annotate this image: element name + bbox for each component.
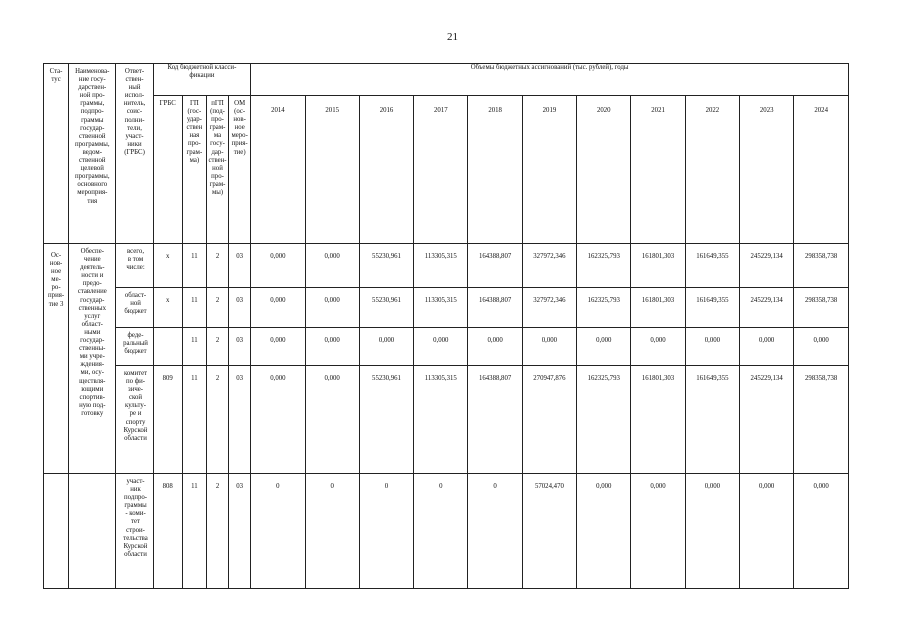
budget-table bbox=[43, 63, 849, 589]
row-value: 0,000 bbox=[414, 328, 468, 366]
row-responsible: участ- ник подпро- граммы - коми- тет строи- тельства Курской области bbox=[116, 474, 153, 589]
page-number: 21 bbox=[447, 31, 458, 43]
row-value: 162325,793 bbox=[577, 288, 631, 328]
row-value: 162325,793 bbox=[577, 244, 631, 288]
header-responsible: Ответ- ствен- ный испол- нитель, соис- полни- тели, участ- ники (ГРБС) bbox=[116, 64, 153, 244]
row-value: 327972,346 bbox=[522, 288, 576, 328]
row-value: 0,000 bbox=[305, 366, 359, 474]
row-value: 0,000 bbox=[740, 328, 794, 366]
header-om: ОМ (ос- нов- ное меро- прия- тие) bbox=[229, 96, 251, 244]
header-code-group: Код бюджетной класси- фикации bbox=[153, 64, 251, 96]
row-value: 298358,738 bbox=[794, 288, 849, 328]
header-status: Ста- тус bbox=[44, 64, 69, 244]
row-value: 0,000 bbox=[251, 288, 305, 328]
row-om: 03 bbox=[229, 244, 251, 288]
row-pgp: 2 bbox=[206, 474, 228, 589]
header-gp: ГП (гос- удар- ствен ная про- грам- ма) bbox=[182, 96, 206, 244]
header-year: 2023 bbox=[740, 96, 794, 244]
table-row bbox=[44, 288, 849, 328]
row-value: 113305,315 bbox=[414, 288, 468, 328]
row-grbs: 809 bbox=[153, 366, 182, 474]
header-year: 2017 bbox=[414, 96, 468, 244]
table-row bbox=[44, 366, 849, 474]
row-value: 55230,961 bbox=[359, 288, 413, 328]
row-value: 0 bbox=[468, 474, 522, 589]
row-value: 0,000 bbox=[522, 328, 576, 366]
row-value: 161649,355 bbox=[685, 244, 739, 288]
row-value: 0,000 bbox=[577, 474, 631, 589]
header-year: 2016 bbox=[359, 96, 413, 244]
row-value: 0,000 bbox=[305, 288, 359, 328]
row-pgp: 2 bbox=[206, 328, 228, 366]
row-value: 270947,876 bbox=[522, 366, 576, 474]
row-value: 164388,807 bbox=[468, 366, 522, 474]
row-value: 245229,134 bbox=[740, 244, 794, 288]
row-value: 0 bbox=[305, 474, 359, 589]
row-value: 0,000 bbox=[577, 328, 631, 366]
row-grbs: х bbox=[153, 244, 182, 288]
row-status-empty bbox=[44, 474, 69, 589]
row-gp: 11 bbox=[182, 244, 206, 288]
row-om: 03 bbox=[229, 366, 251, 474]
row-value: 113305,315 bbox=[414, 366, 468, 474]
row-value: 161649,355 bbox=[685, 288, 739, 328]
row-value: 0,000 bbox=[251, 328, 305, 366]
row-om: 03 bbox=[229, 328, 251, 366]
row-name: Обеспе- чение деятель- ности и предо- ставление государ- ственных услуг област- ными государ- ственны- ми учре- ждения- ми, осу- ществля- ющими спортив- ную под- готовку bbox=[69, 244, 116, 474]
row-pgp: 2 bbox=[206, 288, 228, 328]
row-grbs: 808 bbox=[153, 474, 182, 589]
table-row bbox=[44, 474, 849, 589]
row-value: 0,000 bbox=[305, 244, 359, 288]
row-value: 0,000 bbox=[740, 474, 794, 589]
row-value: 298358,738 bbox=[794, 366, 849, 474]
row-value: 164388,807 bbox=[468, 288, 522, 328]
row-value: 0,000 bbox=[631, 328, 685, 366]
row-value: 161801,303 bbox=[631, 288, 685, 328]
row-value: 0,000 bbox=[794, 328, 849, 366]
header-year: 2019 bbox=[522, 96, 576, 244]
header-grbs: ГРБС bbox=[153, 96, 182, 244]
header-year: 2015 bbox=[305, 96, 359, 244]
row-responsible: област- ной бюджет bbox=[116, 288, 153, 328]
row-value: 161801,303 bbox=[631, 366, 685, 474]
row-value: 55230,961 bbox=[359, 366, 413, 474]
row-grbs: х bbox=[153, 288, 182, 328]
row-pgp: 2 bbox=[206, 366, 228, 474]
row-value: 55230,961 bbox=[359, 244, 413, 288]
row-value: 162325,793 bbox=[577, 366, 631, 474]
row-value: 161801,303 bbox=[631, 244, 685, 288]
row-pgp: 2 bbox=[206, 244, 228, 288]
row-grbs bbox=[153, 328, 182, 366]
row-value: 57024,470 bbox=[522, 474, 576, 589]
row-value: 113305,315 bbox=[414, 244, 468, 288]
row-name-empty bbox=[69, 474, 116, 589]
row-value: 0,000 bbox=[468, 328, 522, 366]
row-value: 0,000 bbox=[305, 328, 359, 366]
row-value: 0,000 bbox=[685, 474, 739, 589]
header-year: 2014 bbox=[251, 96, 305, 244]
row-value: 164388,807 bbox=[468, 244, 522, 288]
table-row bbox=[44, 244, 849, 288]
header-year: 2022 bbox=[685, 96, 739, 244]
header-pgp: пГП (под- про- грам- ма госу- дар- ствен- ной про- грам- мы) bbox=[206, 96, 228, 244]
row-value: 245229,134 bbox=[740, 288, 794, 328]
row-value: 0 bbox=[414, 474, 468, 589]
row-value: 161649,355 bbox=[685, 366, 739, 474]
header-year: 2024 bbox=[794, 96, 849, 244]
table-row bbox=[44, 328, 849, 366]
row-value: 0,000 bbox=[685, 328, 739, 366]
header-year: 2020 bbox=[577, 96, 631, 244]
row-value: 245229,134 bbox=[740, 366, 794, 474]
row-value: 298358,738 bbox=[794, 244, 849, 288]
row-gp: 11 bbox=[182, 366, 206, 474]
row-gp: 11 bbox=[182, 288, 206, 328]
row-responsible: всего, в том числе: bbox=[116, 244, 153, 288]
header-year: 2021 bbox=[631, 96, 685, 244]
row-responsible: феде- ральный бюджет bbox=[116, 328, 153, 366]
row-value: 0 bbox=[359, 474, 413, 589]
row-value: 0,000 bbox=[794, 474, 849, 589]
row-responsible: комитет по фи- зиче- ской культу- ре и спорту Курской области bbox=[116, 366, 153, 474]
header-name: Наименова- ние госу- дарствен- ной про- граммы, подпро- граммы государ- ственной программы, ведом- ственной целевой программы, основного мероприя- тия bbox=[69, 64, 116, 244]
row-status: Ос- нов- ное ме- ро- прия- тие 3 bbox=[44, 244, 69, 474]
row-om: 03 bbox=[229, 474, 251, 589]
row-value: 0,000 bbox=[251, 366, 305, 474]
row-om: 03 bbox=[229, 288, 251, 328]
row-gp: 11 bbox=[182, 474, 206, 589]
row-value: 327972,346 bbox=[522, 244, 576, 288]
header-volumes: Объемы бюджетных ассигнований (тыс. рублей), годы bbox=[251, 64, 849, 96]
row-value: 0,000 bbox=[251, 244, 305, 288]
row-value: 0 bbox=[251, 474, 305, 589]
row-value: 0,000 bbox=[631, 474, 685, 589]
header-year: 2018 bbox=[468, 96, 522, 244]
row-gp: 11 bbox=[182, 328, 206, 366]
row-value: 0,000 bbox=[359, 328, 413, 366]
